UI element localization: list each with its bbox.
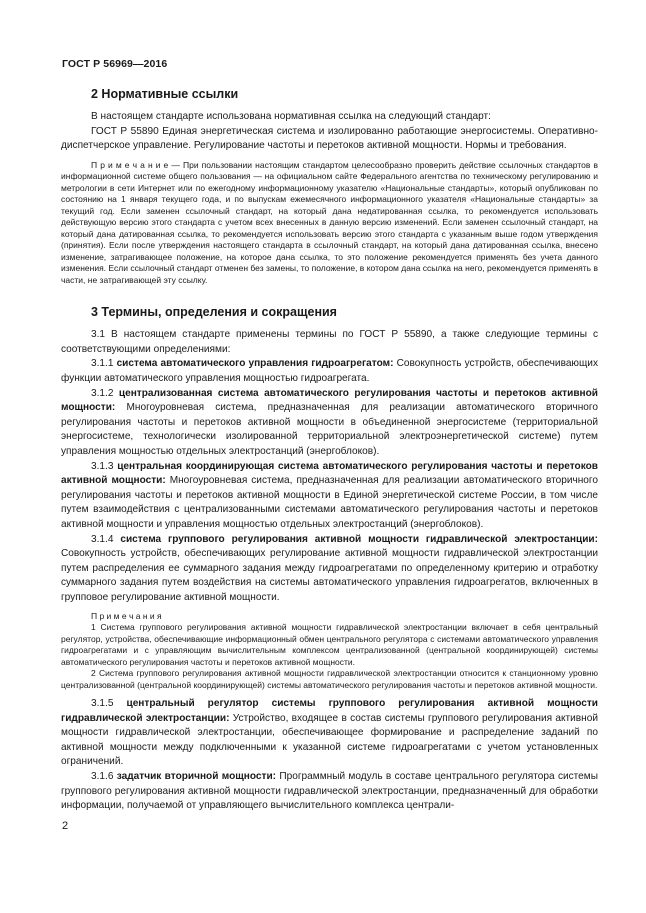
term-3-1-1	[61, 357, 598, 386]
term-3-1-2	[61, 387, 598, 460]
term-number: 3.1.3	[91, 460, 114, 472]
term-definition: Совокупность устройств, обеспечивающих регулирование активной мощности гидравлической электростанции путем распределения ее суммарного задания между гидроагрегатами по определенному критерию и отработку суммарного задания путем воздействия на системы автоматического управления гидроагрегатов, включенных в групповое регулирование активной мощности.	[61, 548, 598, 603]
section-2-reference: ГОСТ Р 55890 Единая энергетическая система и изолированно работающие энергосистемы. Оперативно-диспетчерское управление. Регулирование частоты и перетоков активной мощности. Нормы и требования.	[61, 125, 598, 152]
term-definition: Совокупность устройств, обеспечивающих функции автоматического управления мощностью гидроагрегата.	[61, 358, 598, 385]
notes-label: П р и м е ч а н и я	[91, 610, 162, 621]
term-name: система автоматического управления гидроагрегатом:	[116, 358, 394, 370]
term-number: 3.1.1	[91, 358, 114, 370]
term-number: 3.1.4	[91, 533, 114, 545]
document-code-header: ГОСТ Р 56969—2016	[62, 58, 168, 70]
term-3-1-6	[61, 770, 598, 814]
term-number: 3.1.6	[91, 771, 114, 783]
section-2-note	[61, 160, 598, 287]
section-2-heading: 2 Нормативные ссылки	[91, 87, 239, 101]
note-label: П р и м е ч а н и е —	[91, 159, 180, 170]
term-definition: Многоуровневая система, предназначенная для реализации автоматического вторичного регулирования частоты и перетоков активной мощности в Единой энергетической системе России, в том числе путем взаимодействия с централизованными системами автоматического регулирования частоты и перетоков активной мощности и управления мощностью отдельных электростанций (энергоблоков).	[61, 475, 598, 530]
section-3-intro: 3.1 В настоящем стандарте применены термины по ГОСТ Р 55890, а также следующие термины с соответствующими определениями:	[61, 329, 598, 355]
term-definition: Программный модуль в составе центрального регулятора системы группового регулирования активной мощности гидравлической электростанции, предназначенный для обработки информации, получаемой от управляющего вычислительного комплекса централи-	[61, 771, 598, 812]
section-2-intro: В настоящем стандарте использована нормативная ссылка на следующий стандарт:	[91, 111, 491, 122]
term-definition: Многоуровневая система, предназначенная для реализации автоматического вторичного регулирования частоты и перетоков активной мощности в объединенной энергосистеме (территориальной энергосистеме, технологически изолированной территориальной электроэнергетической системе) путем управления мощностью отдельных электростанций (энергоблоков).	[61, 402, 598, 458]
page-number: 2	[62, 820, 69, 832]
term-3-1-3	[61, 460, 598, 533]
term-3-1-4	[61, 533, 598, 606]
note-text: При пользовании настоящим стандартом целесообразно проверить действие ссылочных стандартов в информационной системе общего пользования — на официальном сайте Федерального агентства по техническому регулированию и метрологии в сети Интернет или по ежегодному информационному указателю «Национальные стандарты», который опубликован по состоянию на 1 января текущего года, и по выпускам ежемесячного информационного указателя «Национальные стандарты» за текущий год. Если заменен ссылочный стандарт, на который дана недатированная ссылка, то рекомендуется использовать действующую версию этого стандарта с учетом всех внесенных в данную версию изменений. Если заменен ссылочный стандарт, на который дана датированная ссылка, то рекомендуется использовать версию этого стандарта с указанным выше годом утверждения (принятия). Если после утверждения настоящего стандарта в ссылочный стандарт, на который дана датированная ссылка, внесено изменение, затрагивающее положение, на которое дана ссылка, то это положение рекомендуется применять без учета данного изменения. Если ссылочный стандарт отменен без замены, то положение, в котором дана ссылка на него, рекомендуется применять в части, не затрагивающей эту ссылку.	[61, 159, 598, 285]
term-definition: Устройство, входящее в состав системы группового регулирования активной мощности гидравлической электростанции, обеспечивающее формирование и распределение заданий по активной мощности между подключенными к указанной системе гидроагрегатами с учетом установленных ограничений.	[61, 712, 598, 768]
term-name: центральный регулятор системы группового регулирования активной мощности гидравлической электростанции:	[61, 698, 598, 724]
page-content	[61, 86, 598, 814]
note-2: 2 Система группового регулирования активной мощности гидравлической электростанции относится к станционному уровню централизованной (центральной координирующей) системы автоматического регулирования частоты и перетоков активной мощности.	[61, 668, 598, 690]
term-name: центральная координирующая система автоматического регулирования частоты и перетоков активной мощности:	[61, 460, 598, 487]
section-3-heading: 3 Термины, определения и сокращения	[91, 305, 337, 320]
term-number: 3.1.5	[91, 698, 114, 710]
term-name: система группового регулирования активной мощности гидравлической электростанции:	[120, 533, 598, 545]
term-name: задатчик вторичной мощности:	[116, 771, 277, 783]
term-name: централизованная система автоматического регулирования частоты и перетоков активной мощности:	[61, 387, 598, 414]
term-3-1-5	[61, 697, 598, 770]
note-1: 1 Система группового регулирования активной мощности гидравлической электростанции включает в себя центральный регулятор, устройства, обеспечивающие информационный обмен центрального регулятора с системами автоматического управления гидроагрегатами и с управляющим вычислительным комплексом централизованной (центральной координирующей) системы автоматического регулирования частоты и перетоков активной мощности.	[61, 622, 598, 667]
term-number: 3.1.2	[91, 387, 114, 399]
